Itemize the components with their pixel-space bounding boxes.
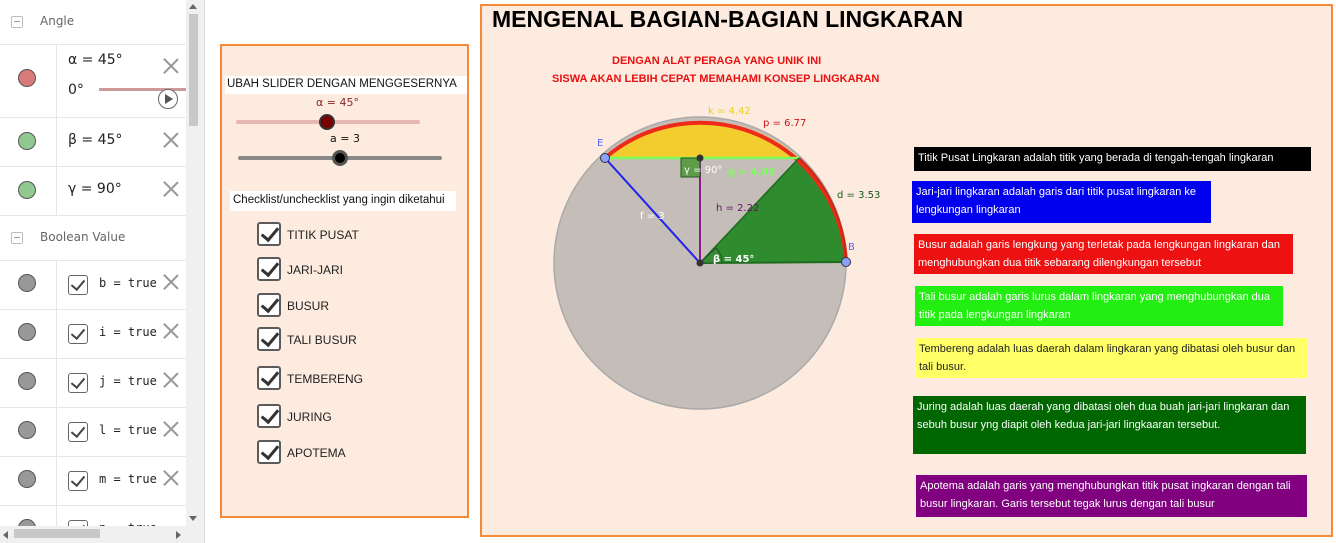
label-f: f = 3 [640,211,665,222]
info-box-juring: Juring adalah luas daerah yang dibatasi oleh dua buah jari-jari lingkaran dan sebuh busur yng diapit oleh kedua jari-jari lingkaaran tersebut. [913,396,1306,454]
label-gamma: γ = 90° [684,165,723,176]
checkbox-label-busur: BUSUR [287,299,330,313]
center-point[interactable] [697,260,704,267]
checkbox-label-tali-busur: TALI BUSUR [287,333,357,347]
label-h: h = 2.22 [716,203,760,214]
boolean-expression[interactable]: j = true [99,374,157,388]
label-k: k = 4.42 [708,106,751,117]
slider-alpha-label: α = 45° [316,96,359,109]
slider-a-label: a = 3 [330,132,360,145]
checkbox-label-jari-jari: JARI-JARI [287,263,344,277]
slider-instruction: UBAH SLIDER DENGAN MENGGESERNYA [227,78,457,90]
point-e[interactable] [601,154,610,163]
gamma-expression[interactable]: γ = 90° [68,181,122,197]
page-title: MENGENAL BAGIAN-BAGIAN LINGKARAN [492,6,964,32]
info-box-apotema: Apotema adalah garis yang menghubungkan titik pusat ingkaran dengan tali busur lingkaran. Garis tersebut tegak lurus dengan tali busur [916,475,1307,517]
alpha-expression[interactable]: α = 45° [68,52,123,68]
checkbox-label-juring: JURING [287,410,332,424]
info-box-tembereng: Tembereng adalah luas daerah dalam lingkaran yang dibatasi oleh busur dan tali busur. [915,338,1308,378]
alpha-slider-min: 0° [68,82,84,98]
info-box-busur: Busur adalah garis lengkung yang terletak pada lengkungan lingkaran dan menghubungkan dua titik sebarang dilengkungan tersebut [914,234,1293,274]
info-box-tali-busur: Tali busur adalah garis lurus dalam lingkaran yang menghubungkan dua titik pada lengkungan lingkaran [915,286,1283,326]
boolean-expression[interactable]: b = true [99,276,157,290]
beta-expression[interactable]: β = 45° [68,132,123,148]
checklist-prompt: Checklist/unchecklist yang ingin diketahui [233,194,445,206]
info-box-titik-pusat: Titik Pusat Lingkaran adalah titik yang berada di tengah-tengah lingkaran [914,147,1311,171]
checkbox-label-apotema: APOTEMA [287,446,346,460]
label-point-b: B [848,242,855,253]
checkbox-label-tembereng: TEMBERENG [287,372,364,386]
boolean-expression[interactable]: i = true [99,325,157,339]
label-point-e: E [597,138,604,149]
point-b[interactable] [842,258,851,267]
boolean-expression[interactable]: l = true [99,423,157,437]
info-box-jari-jari: Jari-jari lingkaran adalah garis dari titik pusat lingkaran ke lengkungan lingkaran [912,181,1211,223]
group-boolean-label: Boolean Value [40,230,126,244]
boolean-expression[interactable]: m = true [99,472,157,486]
subtitle-line-2: SISWA AKAN LEBIH CEPAT MEMAHAMI KONSEP LINGKARAN [552,73,880,85]
label-p: p = 6.77 [763,118,807,129]
apotema-foot-point[interactable] [697,155,704,162]
label-beta: β = 45° [713,254,755,265]
label-d: d = 3.53 [837,190,881,201]
checkbox-label-titik-pusat: TITIK PUSAT [287,228,359,242]
subtitle-line-1: DENGAN ALAT PERAGA YANG UNIK INI [612,55,822,67]
group-angle-label: Angle [40,14,75,28]
label-g: g = 4.03 [728,167,776,178]
